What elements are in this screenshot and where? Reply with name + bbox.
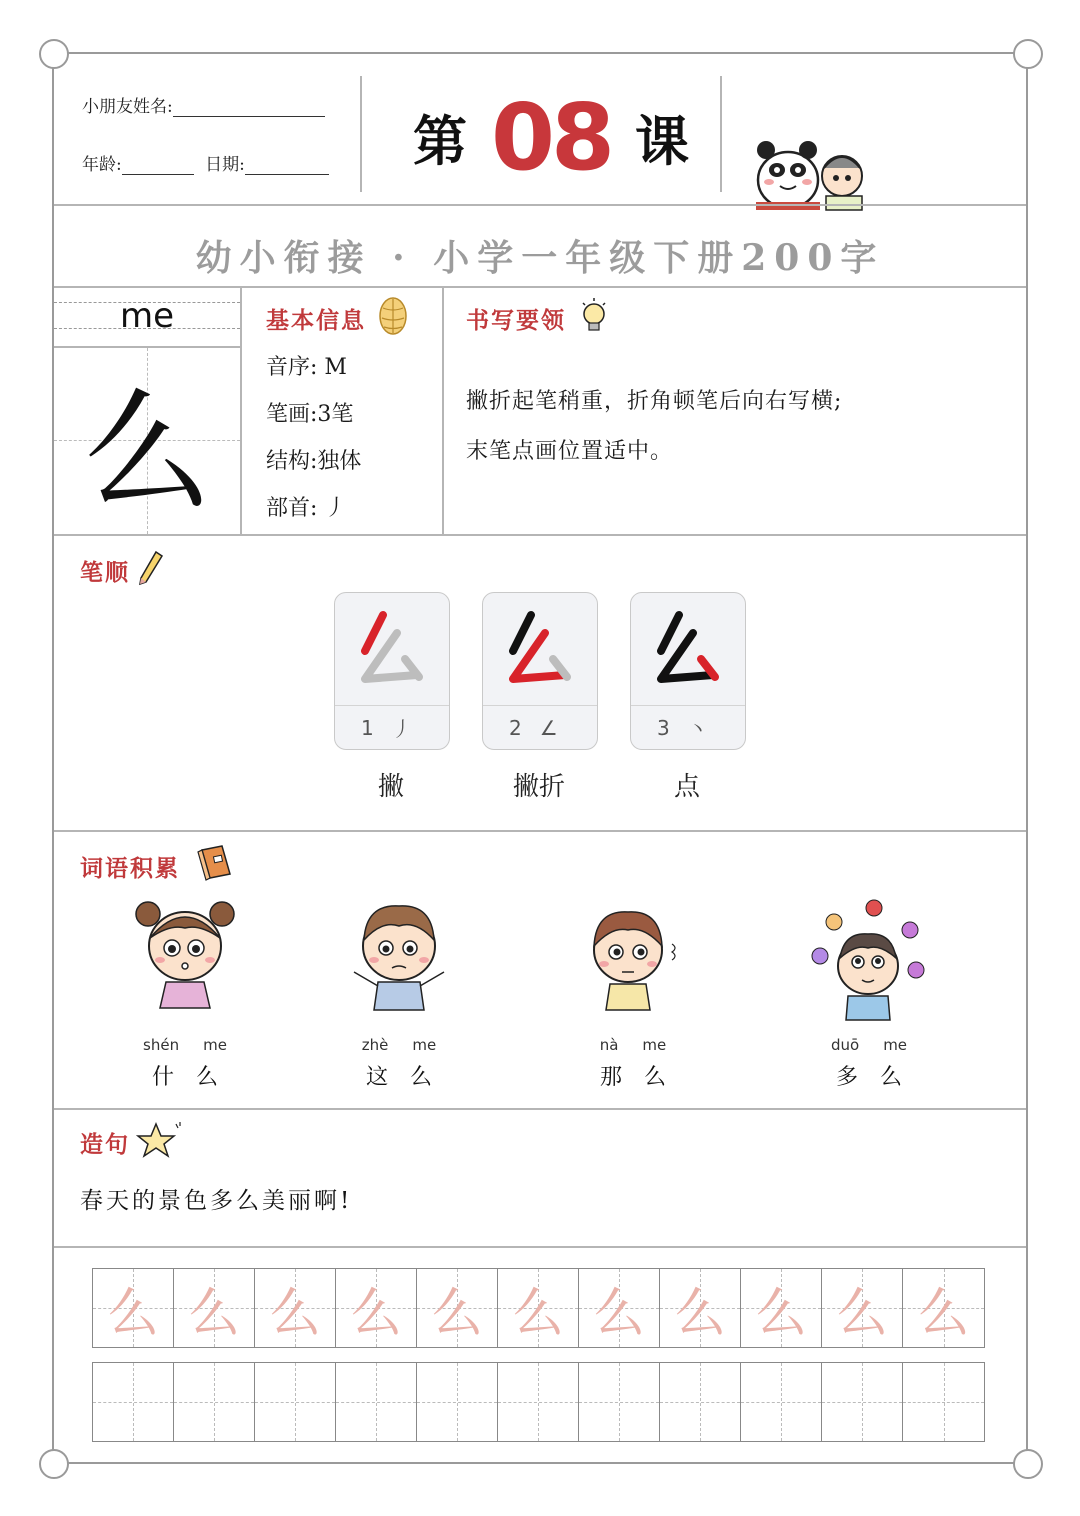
- trace-character: 么: [268, 1283, 321, 1344]
- panda-kid-illustration: [750, 132, 870, 214]
- practice-cell[interactable]: [903, 1363, 984, 1441]
- worksheet: [52, 52, 1028, 1464]
- date-line[interactable]: [245, 154, 329, 175]
- trace-character: 么: [106, 1283, 159, 1344]
- corner-notch: [1013, 1449, 1043, 1479]
- sentence-title: 造句: [80, 1131, 130, 1158]
- header-divider-right: [720, 76, 722, 192]
- practice-cell[interactable]: [660, 1363, 741, 1441]
- practice-cell[interactable]: [498, 1363, 579, 1441]
- header-divider-left: [360, 76, 362, 192]
- writing-tip-line-2: 末笔点画位置适中。: [466, 439, 674, 464]
- pencil-icon: [138, 550, 164, 586]
- lightbulb-icon: [578, 296, 610, 334]
- corner-notch: [39, 1449, 69, 1479]
- age-line[interactable]: [122, 154, 194, 175]
- trace-cell[interactable]: [255, 1269, 336, 1347]
- writing-tips-title: 书写要领: [466, 307, 566, 334]
- practice-cell[interactable]: [255, 1363, 336, 1441]
- divider: [54, 534, 1026, 536]
- practice-cell[interactable]: [336, 1363, 417, 1441]
- trace-character: 么: [430, 1283, 483, 1344]
- trace-character: 么: [592, 1283, 645, 1344]
- trace-character: 么: [511, 1283, 564, 1344]
- character-box: [54, 288, 240, 534]
- boy-shrug-illustration: [344, 894, 454, 1024]
- trace-character: 么: [187, 1283, 240, 1344]
- character-pinyin: me: [119, 296, 175, 336]
- divider: [54, 1246, 1026, 1248]
- lesson-title: 第 08 课: [412, 83, 690, 191]
- writing-tip-line-1: 撇折起笔稍重，折角顿笔后向右写横;: [466, 389, 843, 414]
- word-item-1: shén me 什 么: [110, 894, 260, 1091]
- trace-cell[interactable]: [417, 1269, 498, 1347]
- divider: [442, 288, 444, 534]
- trace-character: 么: [835, 1283, 888, 1344]
- basic-info-title: 基本信息: [266, 307, 366, 334]
- trace-character: 么: [349, 1283, 402, 1344]
- practice-cell[interactable]: [579, 1363, 660, 1441]
- banner-title: 幼小衔接 · 小学一年级下册200字: [195, 237, 885, 279]
- word-item-3: nà me 那 么: [558, 894, 708, 1091]
- trace-character: 么: [754, 1283, 807, 1344]
- girl-thinking-illustration: [578, 894, 688, 1024]
- brain-icon: [378, 296, 408, 336]
- practice-cell[interactable]: [174, 1363, 255, 1441]
- trace-character: 么: [917, 1283, 970, 1344]
- stroke-order-title: 笔顺: [80, 559, 130, 586]
- stroke-card-2: 2 ∠: [482, 592, 598, 750]
- trace-grid[interactable]: [92, 1268, 985, 1348]
- divider: [240, 288, 242, 534]
- vocabulary-title: 词语积累: [80, 855, 180, 882]
- trace-cell[interactable]: [93, 1269, 174, 1347]
- trace-cell[interactable]: [336, 1269, 417, 1347]
- stroke-3-glyph: [631, 593, 745, 705]
- practice-cell[interactable]: [822, 1363, 903, 1441]
- stroke-card-1: 1 丿: [334, 592, 450, 750]
- boy-juggling-illustration: [804, 894, 934, 1024]
- stroke-name-1: 撇: [377, 772, 404, 802]
- info-row-order: 音序: M: [266, 355, 347, 380]
- word-item-2: zhè me 这 么: [324, 894, 474, 1091]
- stroke-name-2: 撇折: [512, 772, 565, 802]
- character-large: 么: [81, 375, 212, 528]
- corner-notch: [1013, 39, 1043, 69]
- trace-cell[interactable]: [660, 1269, 741, 1347]
- practice-grid[interactable]: [92, 1362, 985, 1442]
- practice-cell[interactable]: [93, 1363, 174, 1441]
- trace-cell[interactable]: [741, 1269, 822, 1347]
- practice-cell[interactable]: [741, 1363, 822, 1441]
- divider: [54, 1108, 1026, 1110]
- divider: [54, 204, 1026, 206]
- age-field[interactable]: 年龄: 日期:: [82, 150, 329, 175]
- info-row-strokes: 笔画:3笔: [266, 402, 354, 427]
- trace-cell[interactable]: [174, 1269, 255, 1347]
- stroke-1-glyph: [335, 593, 449, 705]
- example-sentence: 春天的景色多么美丽啊!: [80, 1188, 353, 1214]
- name-line[interactable]: [173, 96, 325, 117]
- stroke-2-glyph: [483, 593, 597, 705]
- stroke-name-3: 点: [673, 772, 700, 802]
- corner-notch: [39, 39, 69, 69]
- word-item-4: duō me 多 么: [794, 894, 944, 1091]
- book-icon: [194, 844, 234, 882]
- divider: [54, 830, 1026, 832]
- trace-cell[interactable]: [498, 1269, 579, 1347]
- name-field[interactable]: 小朋友姓名:: [82, 92, 325, 117]
- info-row-structure: 结构:独体: [266, 449, 362, 474]
- trace-cell[interactable]: [822, 1269, 903, 1347]
- trace-cell[interactable]: [903, 1269, 984, 1347]
- star-icon: [136, 1120, 184, 1158]
- trace-character: 么: [673, 1283, 726, 1344]
- info-row-radical: 部首: 丿: [266, 496, 347, 521]
- practice-cell[interactable]: [417, 1363, 498, 1441]
- stroke-card-3: 3 丶: [630, 592, 746, 750]
- girl-pigtails-illustration: [130, 894, 240, 1024]
- trace-cell[interactable]: [579, 1269, 660, 1347]
